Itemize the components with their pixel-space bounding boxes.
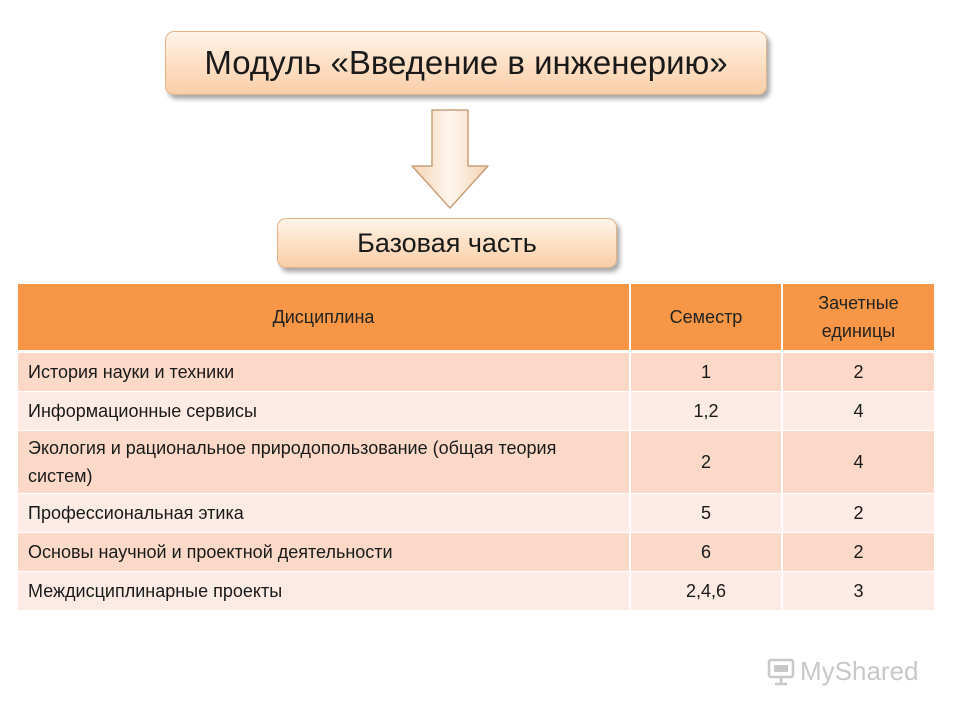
discipline-cell: Профессиональная этика: [18, 494, 630, 533]
column-header-credits-text: Зачетные единицы: [818, 293, 899, 341]
credits-cell: 4: [782, 431, 934, 494]
discipline-cell: Информационные сервисы: [18, 392, 630, 431]
discipline-cell: Экология и рациональное природопользование (общая теория систем): [18, 431, 630, 494]
table-row: [18, 494, 934, 533]
credits-cell: 2: [782, 533, 934, 572]
discipline-cell: Междисциплинарные проекты: [18, 572, 630, 611]
semester-cell: 6: [630, 533, 782, 572]
column-header-semester: Семестр: [630, 284, 782, 352]
table-row: [18, 533, 934, 572]
table-header-row: [18, 284, 934, 352]
module-title: Модуль «Введение в инженерию»: [204, 44, 728, 81]
column-header-discipline: Дисциплина: [18, 284, 630, 352]
base-part-label: Базовая часть: [357, 227, 537, 258]
myshared-watermark: [766, 656, 919, 687]
table-row: [18, 572, 934, 611]
credits-cell: 3: [782, 572, 934, 611]
column-header-credits: [782, 284, 934, 352]
discipline-cell: История науки и техники: [18, 352, 630, 392]
presentation-board-icon: [766, 657, 796, 687]
module-title-box: [165, 31, 767, 95]
arrow-down-icon: [408, 108, 492, 212]
credits-cell: 4: [782, 392, 934, 431]
base-part-box: [277, 218, 617, 268]
semester-cell: 1: [630, 352, 782, 392]
table-row: [18, 392, 934, 431]
semester-cell: 5: [630, 494, 782, 533]
semester-cell: 2: [630, 431, 782, 494]
semester-cell: 1,2: [630, 392, 782, 431]
table-row: [18, 431, 934, 494]
semester-cell: 2,4,6: [630, 572, 782, 611]
watermark-text: MyShared: [800, 656, 919, 686]
credits-cell: 2: [782, 494, 934, 533]
disciplines-table: [18, 284, 934, 611]
table-row: [18, 352, 934, 392]
discipline-cell: Основы научной и проектной деятельности: [18, 533, 630, 572]
credits-cell: 2: [782, 352, 934, 392]
